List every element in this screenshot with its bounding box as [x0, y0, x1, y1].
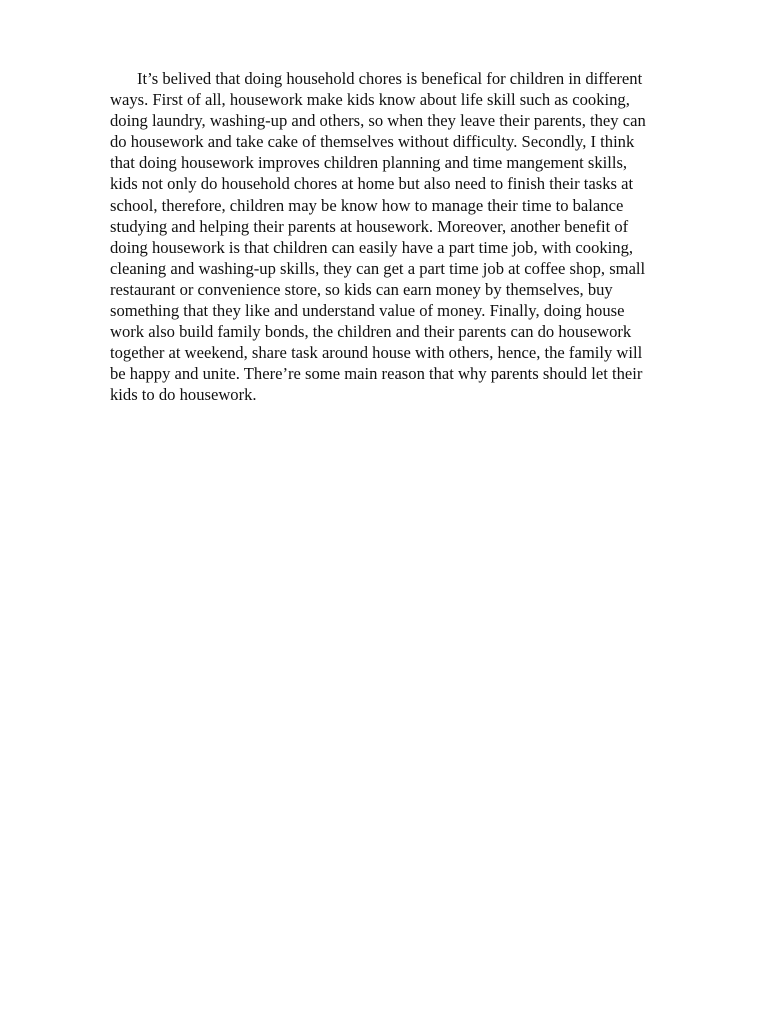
paragraph-line-2: ways. First of all, housework make kids know about life skill such as cooking, — [110, 90, 630, 110]
paragraph-line-11: restaurant or convenience store, so kids can earn money by themselves, buy — [110, 279, 613, 299]
paragraph-line-9: doing housework is that children can easily have a part time job, with cooking, — [110, 237, 634, 257]
paragraph-line-8: studying and helping their parents at housework. Moreover, another benefit of — [110, 216, 629, 236]
paragraph-line-6: kids not only do household chores at home but also need to finish their tasks at — [110, 174, 634, 194]
paragraph-line-14: together at weekend, share task around house with others, hence, the family will — [110, 343, 643, 363]
essay-paragraph — [110, 68, 694, 406]
paragraph-line-5: that doing housework improves children planning and time mangement skills, — [110, 153, 628, 173]
paragraph-line-16: kids to do housework. — [110, 385, 257, 405]
paragraph-line-1: It’s belived that doing household chores is benefical for children in different — [137, 69, 643, 88]
paragraph-line-12: something that they like and understand value of money. Finally, doing house — [110, 301, 625, 321]
paragraph-line-4: do housework and take cake of themselves without difficulty. Secondly, I think — [110, 132, 635, 152]
paragraph-line-15: be happy and unite. There’re some main reason that why parents should let their — [110, 364, 643, 384]
paragraph-line-10: cleaning and washing-up skills, they can get a part time job at coffee shop, small — [110, 258, 646, 278]
paragraph-line-3: doing laundry, washing-up and others, so when they leave their parents, they can — [110, 111, 646, 131]
paragraph-line-13: work also build family bonds, the children and their parents can do housework — [110, 322, 632, 342]
paragraph-line-7: school, therefore, children may be know how to manage their time to balance — [110, 195, 624, 215]
